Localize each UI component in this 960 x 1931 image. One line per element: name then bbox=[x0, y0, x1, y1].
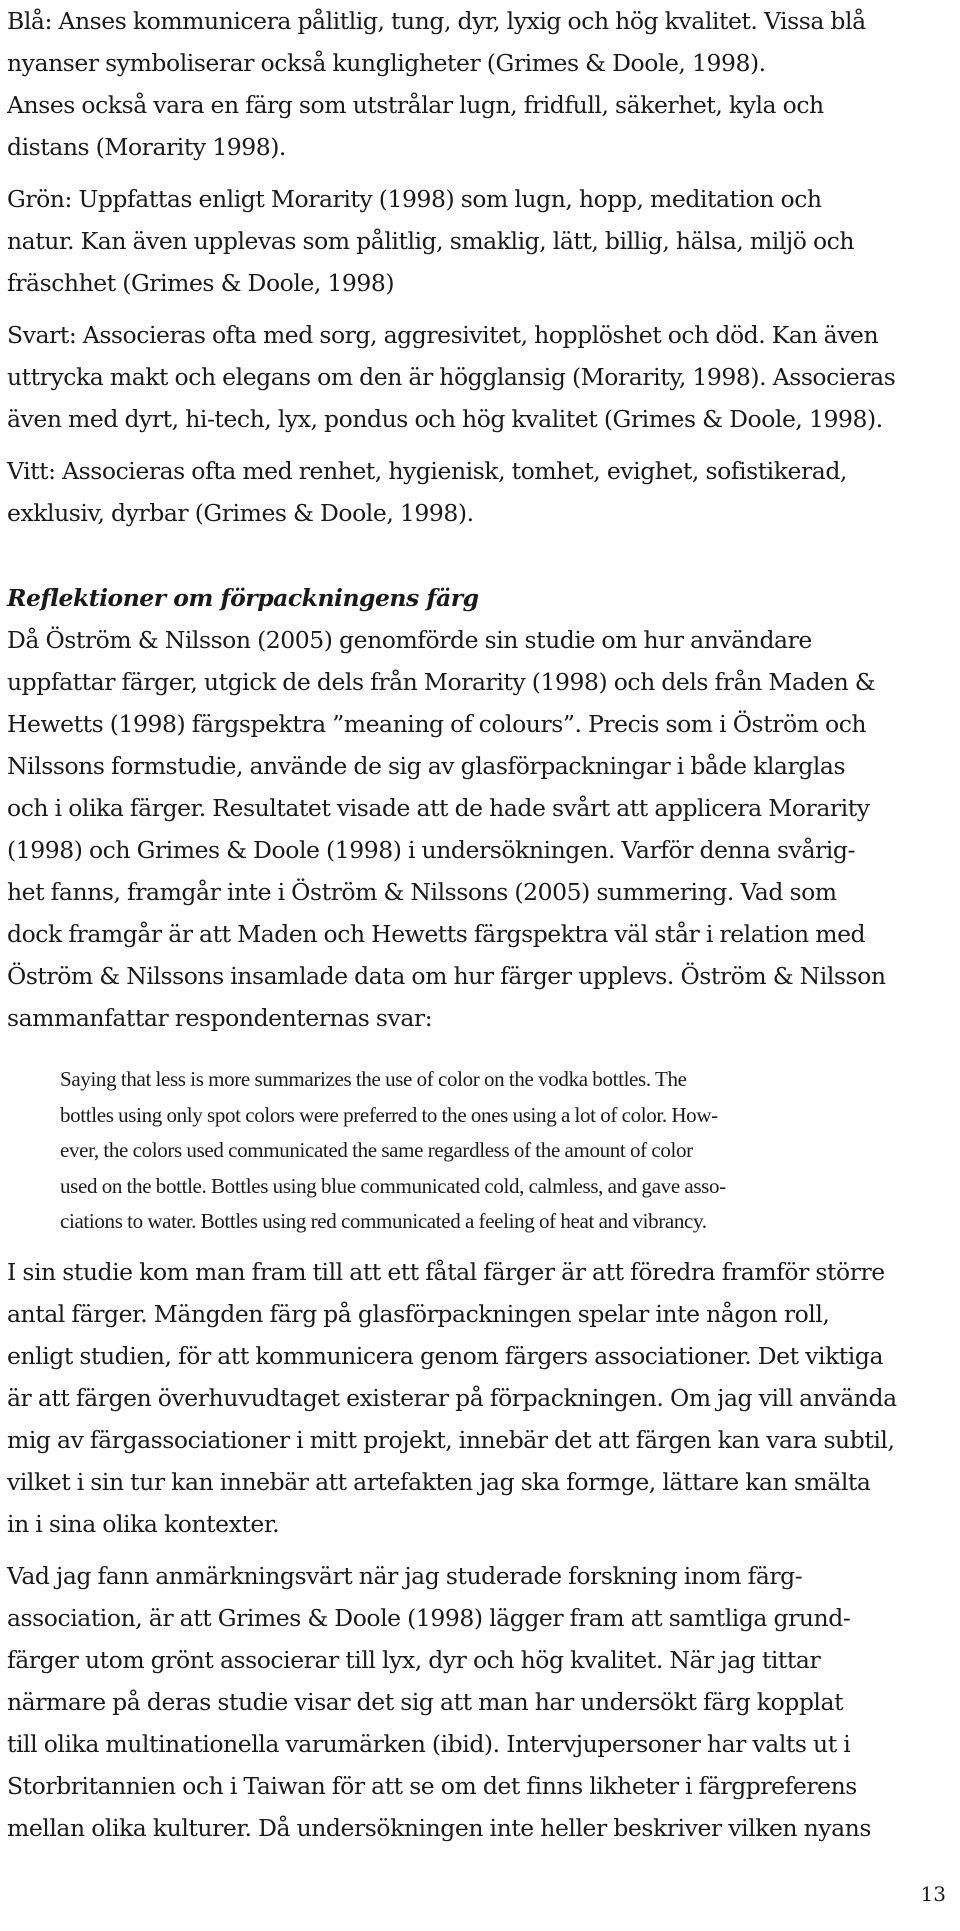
text-line: mellan olika kulturer. Då undersökningen inte heller beskriver vilken nyans bbox=[7, 1814, 871, 1842]
paragraph-conclusion bbox=[7, 1251, 953, 1545]
text-line: in i sina olika kontexter. bbox=[7, 1510, 280, 1538]
section-reflection bbox=[7, 577, 953, 1039]
text-line: Öström & Nilssons insamlade data om hur färger upplevs. Öström & Nilsson bbox=[7, 962, 886, 990]
page-number: 13 bbox=[920, 1882, 946, 1906]
text-line: Då Öström & Nilsson (2005) genomförde sin studie om hur användare bbox=[7, 626, 812, 654]
text-line: Hewetts (1998) färgspektra ”meaning of colours”. Precis som i Öström och bbox=[7, 710, 867, 738]
text-line: Blå: Anses kommunicera pålitlig, tung, dyr, lyxig och hög kvalitet. Vissa blå bbox=[7, 7, 866, 35]
quote-line: bottles using only spot colors were preferred to the ones using a lot of color. How- bbox=[60, 1102, 718, 1127]
text-line: Grön: Uppfattas enligt Morarity (1998) som lugn, hopp, meditation och bbox=[7, 185, 822, 213]
text-line: Anses också vara en färg som utstrålar lugn, fridfull, säkerhet, kyla och bbox=[7, 91, 824, 119]
text-line: association, är att Grimes & Doole (1998) lägger fram att samtliga grund- bbox=[7, 1604, 851, 1632]
quote-line: used on the bottle. Bottles using blue communicated cold, calmless, and gave asso- bbox=[60, 1173, 726, 1198]
paragraph-svart bbox=[7, 314, 953, 440]
text-line: natur. Kan även upplevas som pålitlig, smaklig, lätt, billig, hälsa, miljö och bbox=[7, 227, 855, 255]
text-line: enligt studien, för att kommunicera genom färgers associationer. Det viktiga bbox=[7, 1342, 884, 1370]
text-line: Vitt: Associeras ofta med renhet, hygienisk, tomhet, evighet, sofistikerad, bbox=[7, 457, 847, 485]
section-conclusion bbox=[7, 1251, 953, 1849]
text-line: dock framgår är att Maden och Hewetts färgspektra väl står i relation med bbox=[7, 920, 866, 948]
text-line: även med dyrt, hi-tech, lyx, pondus och hög kvalitet (Grimes & Doole, 1998). bbox=[7, 405, 883, 433]
text-line: (1998) och Grimes & Doole (1998) i undersökningen. Varför denna svårig- bbox=[7, 836, 855, 864]
text-line: I sin studie kom man fram till att ett fåtal färger är att föredra framför större bbox=[7, 1258, 885, 1286]
paragraph-gron bbox=[7, 178, 953, 304]
text-line: Vad jag fann anmärkningsvärt när jag studerade forskning inom färg- bbox=[7, 1562, 803, 1590]
text-line: exklusiv, dyrbar (Grimes & Doole, 1998). bbox=[7, 499, 474, 527]
text-line: närmare på deras studie visar det sig att man har undersökt färg kopplat bbox=[7, 1688, 844, 1716]
block-quote bbox=[60, 1062, 940, 1240]
quote-line: ever, the colors used communicated the same regardless of the amount of color bbox=[60, 1138, 693, 1162]
text-line: antal färger. Mängden färg på glasförpackningen spelar inte någon roll, bbox=[7, 1300, 830, 1328]
text-line: vilket i sin tur kan innebär att artefakten jag ska formge, lättare kan smälta bbox=[7, 1468, 871, 1496]
color-definitions bbox=[7, 0, 953, 534]
text-line: het fanns, framgår inte i Öström & Nilssons (2005) summering. Vad som bbox=[7, 878, 837, 906]
text-line: och i olika färger. Resultatet visade att de hade svårt att applicera Morarity bbox=[7, 794, 870, 822]
quote-line: ciations to water. Bottles using red communicated a feeling of heat and vibrancy. bbox=[60, 1209, 707, 1233]
text-line: nyanser symboliserar också kungligheter (Grimes & Doole, 1998). bbox=[7, 49, 766, 77]
text-line: färger utom grönt associerar till lyx, dyr och hög kvalitet. När jag tittar bbox=[7, 1646, 821, 1674]
quote-line: Saying that less is more summarizes the use of color on the vodka bottles. The bbox=[60, 1067, 687, 1091]
paragraph-bla bbox=[7, 0, 953, 168]
text-line: distans (Morarity 1998). bbox=[7, 133, 286, 161]
text-line: Storbritannien och i Taiwan för att se om det finns likheter i färgpreferens bbox=[7, 1772, 857, 1800]
text-line: mig av färgassociationer i mitt projekt, innebär det att färgen kan vara subtil, bbox=[7, 1426, 895, 1454]
paragraph-vitt bbox=[7, 450, 953, 534]
text-line: till olika multinationella varumärken (ibid). Intervjupersoner har valts ut i bbox=[7, 1730, 851, 1758]
text-line: är att färgen överhuvudtaget existerar på förpackningen. Om jag vill använda bbox=[7, 1384, 897, 1412]
text-line: sammanfattar respondenternas svar: bbox=[7, 1004, 433, 1032]
text-line: Svart: Associeras ofta med sorg, aggresivitet, hopplöshet och död. Kan även bbox=[7, 321, 879, 349]
text-line: uppfattar färger, utgick de dels från Morarity (1998) och dels från Maden & bbox=[7, 668, 876, 696]
paragraph-finding bbox=[7, 1555, 953, 1849]
paragraph-intro bbox=[7, 619, 953, 1039]
section-heading: Reflektioner om förpackningens färg bbox=[7, 584, 479, 612]
text-line: Nilssons formstudie, använde de sig av glasförpackningar i både klarglas bbox=[7, 752, 846, 780]
text-line: uttrycka makt och elegans om den är högglansig (Morarity, 1998). Associeras bbox=[7, 363, 896, 391]
text-line: fräschhet (Grimes & Doole, 1998) bbox=[7, 269, 395, 297]
